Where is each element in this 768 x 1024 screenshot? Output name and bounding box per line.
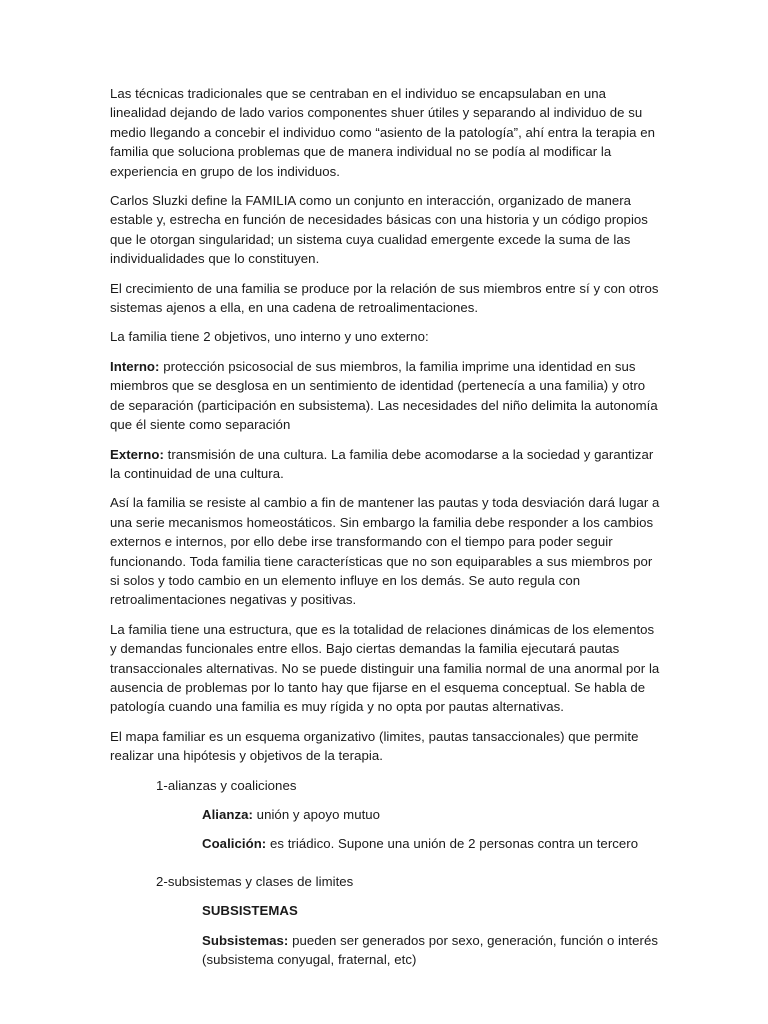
paragraph-intro: Las técnicas tradicionales que se centraban en el individuo se encapsulaban en una linealidad dejando de lado varios componentes shuer útiles y separando al individuo de su medio llegando a concebir el individuo como “asiento de la patología”, ahí entra la terapia en familia que soluciona problemas que de manera individual no se podía al modificar la experiencia en grupo de los individuos. — [110, 86, 655, 179]
list-title-subsistemas: 2-subsistemas y clases de limites — [156, 873, 354, 889]
document-body — [110, 84, 660, 987]
paragraph-homeostasis: Así la familia se resiste al cambio a fin de mantener las pautas y toda desviación dará lugar a una serie mecanismos homeostáticos. Sin embargo la familia debe responder a los cambios externos e internos, por ello debe irse transformando con el tiempo para poder seguir funcionando. Toda familia tiene características que no son equiparables a sus miembros por si solos y todo cambio en un elemento influye en los demás. Se auto regula con retroalimentaciones negativas y positivas. — [110, 495, 660, 608]
list-item-alianzas — [156, 776, 660, 854]
list-item-subsistemas — [156, 872, 660, 970]
subsistemas-heading: SUBSISTEMAS — [202, 903, 298, 919]
coalicion-line — [202, 834, 660, 853]
interno-text: protección psicosocial de sus miembros, la familia imprime una identidad en sus miembros que se desglosa en un sentimiento de identidad (pertenecía a una familia) y otro de separación (participación en subsistema). Las necesidades del niño delimita la autonomía que él siente como separación — [110, 358, 658, 433]
paragraph-interno — [110, 357, 660, 435]
alianzas-details — [202, 805, 660, 854]
paragraph-family-growth: El crecimiento de una familia se produce por la relación de sus miembros entre sí y con otros sistemas ajenos a ella, en una cadena de retroalimentaciones. — [110, 280, 659, 316]
externo-text: transmisión de una cultura. La familia debe acomodarse a la sociedad y garantizar la continuidad de una cultura. — [110, 446, 654, 481]
subsistemas-label: Subsistemas: — [202, 932, 289, 948]
alianza-line — [202, 805, 660, 824]
coalicion-text: es triádico. Supone una unión de 2 personas contra un tercero — [266, 836, 639, 852]
paragraph-family-map: El mapa familiar es un esquema organizativo (limites, pautas tansaccionales) que permite realizar una hipótesis y objetivos de la terapia. — [110, 728, 639, 764]
alianza-label: Alianza: — [202, 807, 253, 822]
paragraph-sluzki-definition: Carlos Sluzki define la FAMILIA como un conjunto en interacción, organizado de manera estable y, estrecha en función de necesidades básicas con una historia y un código propios que le otorgan singularidad; un sistema cuya cualidad emergente excede la suma de las individualidades que lo constituyen. — [110, 193, 648, 267]
externo-label: Externo: — [110, 446, 164, 462]
paragraph-externo — [110, 445, 660, 484]
coalicion-label: Coalición: — [202, 836, 267, 852]
subsistemas-details — [202, 901, 660, 969]
subsistemas-line — [202, 931, 660, 970]
subsistemas-text: pueden ser generados por sexo, generación, función o interés (subsistema conyugal, fraternal, etc) — [202, 932, 658, 968]
paragraph-structure: La familia tiene una estructura, que es la totalidad de relaciones dinámicas de los elementos y demandas funcionales entre ellos. Bajo ciertas demandas la familia ejecutará pautas transaccionales alternativas. No se puede distinguir una familia normal de una anormal por la ausencia de problemas por lo tanto hay que fijarse en el esquema conceptual. Se habla de patología cuando una familia es muy rígida y no opta por pautas alternativas. — [110, 621, 660, 715]
list-title-alianzas: 1-alianzas y coaliciones — [156, 777, 297, 793]
alianza-text: unión y apoyo mutuo — [252, 807, 381, 822]
interno-label: Interno: — [110, 358, 160, 374]
paragraph-objectives: La familia tiene 2 objetivos, uno interno y uno externo: — [110, 329, 429, 345]
